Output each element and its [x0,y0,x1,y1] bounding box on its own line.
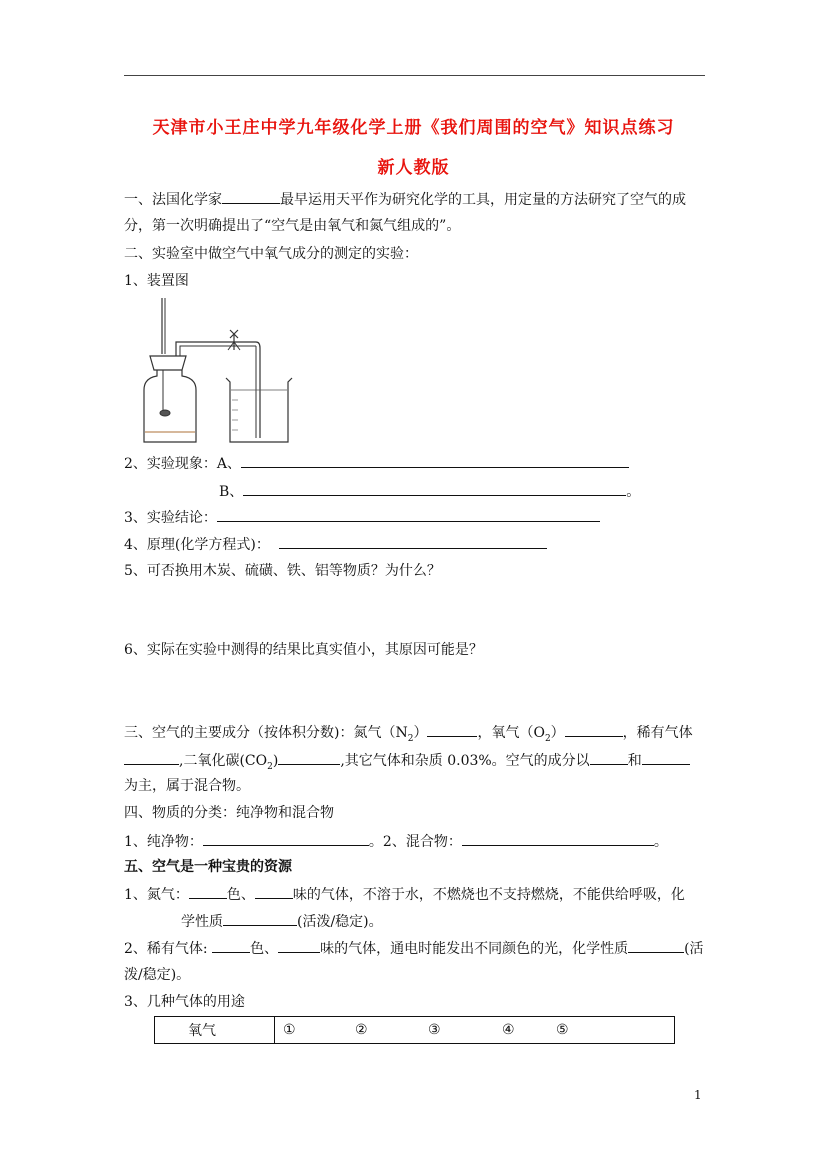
q1-text-a: 一、法国化学家 [124,192,222,208]
q3-text-i: 和 [627,753,642,769]
q5-blank-r-color[interactable] [212,938,250,953]
q2-conclusion [124,507,600,528]
q5-n-text-b: 色、 [226,887,255,903]
q3-text-f: ,二氧化碳(CO [179,753,268,769]
q5-noble-line2: 泼/稳定)。 [124,967,191,983]
q3-blank-noble[interactable] [124,750,179,765]
q5-blank-n-odor[interactable] [255,884,293,899]
q2-phenomenon-b [219,481,640,502]
q2-question5: 5、可否换用木炭、硫磺、铁、铝等物质？为什么？ [124,563,441,579]
q3-blank-oxygen[interactable] [565,722,623,737]
q5-n-text-e: (活泼/稳定)。 [297,914,383,930]
q5-n-label: 1、氮气： [124,887,189,903]
o2-subscript: 2 [544,733,551,744]
q5-n-text-c: 味的气体，不溶于水，不燃烧也不支持燃烧，不能供给呼吸，化 [292,887,685,903]
q2-heading: 二、实验室中做空气中氧气成分的测定的实验： [124,246,418,262]
q5-blank-r-property[interactable] [628,938,684,953]
q2-phenomenon-a [124,453,629,474]
page-number: 1 [694,1088,702,1102]
q5-blank-n-property[interactable] [223,911,297,926]
use-item-5: ⑤ [556,1022,569,1038]
q3-text-h: ,其它气体和杂质 0.03%。空气的成分以 [340,753,590,769]
q5-r-text-b: 色、 [250,941,279,957]
q1-text-b: 最早运用天平作为研究化学的工具，用定量的方法研究了空气的成 [280,192,686,208]
q4-line [124,831,668,852]
q3-blank-main2[interactable] [642,750,690,765]
q5-r-label: 2、稀有气体: [124,941,208,957]
q5-nitrogen-line2 [181,911,383,932]
q1-blank-chemist[interactable] [222,189,280,204]
q3-line1 [124,722,693,749]
q3-text-b: ） [413,725,428,741]
q3-text-d: ） [550,725,565,741]
q3-line2 [124,750,690,777]
q4-pure-label: 1、纯净物： [124,834,203,850]
q4-heading: 四、物质的分类：纯净物和混合物 [124,805,334,821]
q2-blank-equation[interactable] [279,534,547,549]
use-item-4: ④ [502,1022,515,1038]
q2-phenomenon-b-end: 。 [626,484,641,500]
q5-blank-n-color[interactable] [189,884,227,899]
q2-apparatus-label: 1、装置图 [124,273,189,289]
q3-text-c: ，氧气（O [477,725,545,741]
q5-blank-r-odor[interactable] [278,938,320,953]
q3-blank-main1[interactable] [590,750,628,765]
q2-blank-phenomenon-a[interactable] [241,453,629,468]
header-rule [124,75,705,76]
table-row [155,1017,675,1044]
q5-noble-line1 [124,938,704,959]
q1-line2: 分，第一次明确提出了“空气是由氧气和氮气组成的”。 [124,218,461,234]
q2-phenomenon-b-label: B、 [219,484,244,500]
q4-blank-pure[interactable] [203,831,369,846]
table-row-label: 氧气 [155,1017,275,1044]
page-title: 天津市小王庄中学九年级化学上册《我们周围的空气》知识点练习 [152,118,675,138]
co2-subscript: 2 [267,761,273,772]
q2-conclusion-label: 3、实验结论： [124,510,217,526]
q3-text-g: ) [272,753,279,769]
q4-blank-mixture[interactable] [462,831,654,846]
q3-text-a: 三、空气的主要成分（按体积分数)：氮气（N [124,725,408,741]
q3-blank-nitrogen[interactable] [427,722,477,737]
q3-text-e: ，稀有气体 [622,725,693,741]
q3-line3: 为主，属于混合物。 [124,778,250,794]
apparatus-diagram [132,298,306,444]
q5-uses-heading: 3、几种气体的用途 [124,994,245,1010]
table-uses-cell[interactable] [275,1017,675,1044]
q5-heading: 五、空气是一种宝贵的资源 [124,859,292,875]
use-item-2: ② [355,1022,368,1038]
q5-r-text-d: (活 [684,941,704,957]
q2-question6: 6、实际在实验中测得的结果比真实值小，其原因可能是？ [124,642,483,658]
use-item-1: ① [283,1022,296,1038]
q4-mixture-label: 。2、混合物： [368,834,462,850]
q2-phenomenon-a-label: 2、实验现象：A、 [124,456,242,472]
q2-blank-conclusion[interactable] [217,507,600,522]
q5-nitrogen-line1 [124,884,685,905]
page-subtitle: 新人教版 [377,158,450,178]
q5-r-text-c: 味的气体，通电时能发出不同颜色的光，化学性质 [320,941,629,957]
q3-blank-co2[interactable] [278,750,340,765]
q4-end: 。 [653,834,668,850]
use-item-3: ③ [428,1022,441,1038]
gas-uses-table [154,1016,675,1044]
q2-principle [124,534,547,555]
q2-blank-phenomenon-b[interactable] [243,481,626,496]
n2-subscript: 2 [407,733,414,744]
q1-line1 [124,189,686,210]
q5-n-text-d: 学性质 [181,914,223,930]
q2-principle-label: 4、原理(化学方程式)： [124,537,270,553]
